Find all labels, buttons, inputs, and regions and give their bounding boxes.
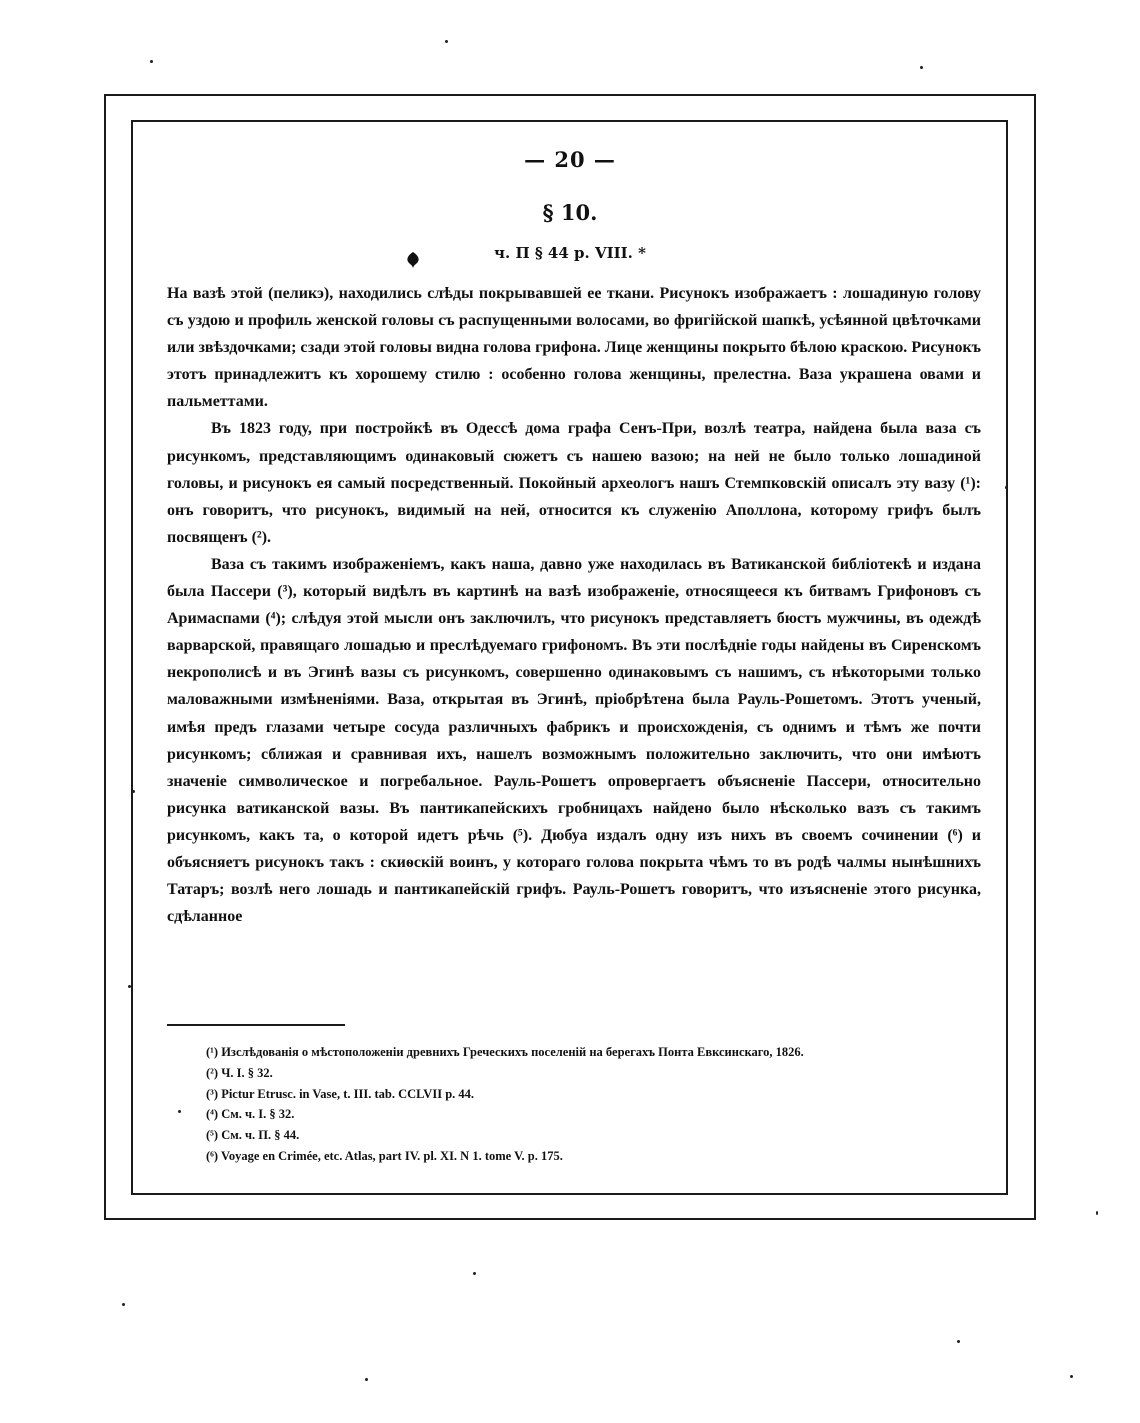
footnote-rule	[167, 1024, 345, 1026]
paragraph-2: Въ 1823 году, при постройкѣ въ Одессѣ дома графа Сенъ-При, возлѣ театра, найдена была ваза съ рисункомъ, представляющимъ одинаковый сюжетъ съ нашею вазою; на ней не было только лошадиной головы, и рисунокъ ея самый посредственный. Покойный археологъ нашъ Стемпковскій описалъ эту вазу (¹): онъ говоритъ, что рисунокъ, видимый на ней, относится къ служенію Аполлона, которому грифъ былъ посвященъ (²).	[167, 420, 981, 546]
footnotes	[206, 1042, 966, 1167]
scan-speck	[920, 66, 923, 69]
scan-speck	[122, 1303, 125, 1306]
paragraph-3: Ваза съ такимъ изображеніемъ, какъ наша, давно уже находилась въ Ватиканской библіотекѣ и издана была Пассери (³), который видѣлъ въ картинѣ на вазѣ изображеніе, относящееся къ битвамъ Грифоновъ съ Аримаспами (⁴); слѣдуя этой мысли онъ заключилъ, что рисунокъ представляетъ бюстъ мужчины, въ одеждѣ варварской, правящаго лошадью и преслѣдуемаго грифономъ. Въ эти послѣдніе годы найдены въ Сиренскомъ некрополисѣ и въ Эгинѣ вазы съ рисункомъ, совершенно одинаковымъ съ нашимъ, съ нѣкоторыми только маловажными измѣненіями. Ваза, открытая въ Эгинѣ, пріобрѣтена была Рауль-Рошетомъ. Этотъ ученый, имѣя предъ глазами четыре сосуда различныхъ фабрикъ и происхожденія, съ однимъ и тѣмъ же почти рисункомъ; сближая и сравнивая ихъ, нашелъ возможнымъ положительно заключить, что они имѣютъ значеніе символическое и погребальное. Рауль-Рошетъ опровергаетъ объясненіе Пассери, относительно рисунка ватиканской вазы. Въ пантикапейскихъ гробницахъ найдено было нѣсколько вазъ съ такимъ рисункомъ, какъ та, о которой идетъ рѣчь (⁵). Дюбуа издалъ одну изъ нихъ въ своемъ сочинении (⁶) и объясняетъ рисунокъ такъ : скиѳскій воинъ, у котораго голова покрыта чѣмъ то въ родѣ чалмы нынѣшнихъ Татаръ; возлѣ него лошадь и пантикапейскій грифъ. Рауль-Рошетъ говоритъ, что изъясненіе этого рисунка, сдѣланное	[167, 555, 981, 926]
footnote-6: (⁶) Voyage en Crimée, etc. Atlas, part IV. pl. XI. N 1. tome V. p. 175.	[206, 1148, 563, 1163]
scan-speck	[957, 1340, 960, 1343]
scan-speck	[473, 1272, 476, 1275]
paragraph-1: На вазѣ этой (пеликэ), находились слѣды покрывавшей ее ткани. Рисунокъ изображаетъ : лошадиную голову съ уздою и профиль женской головы съ распущенными волосами, во фригійской шапкѣ, усѣянной цвѣточками или звѣздочками; сзади этой головы видна голова грифона. Лице женщины покрыто бѣлою краскою. Рисунокъ этотъ принадлежитъ къ хорошему стилю : особенно голова женщины, прелестна. Ваза украшена овами и пальметтами.	[167, 285, 981, 411]
scan-speck	[128, 985, 131, 988]
scan-speck	[132, 790, 135, 793]
section-title: § 10.	[542, 200, 598, 225]
scan-speck	[178, 1110, 181, 1113]
scan-speck	[365, 1378, 368, 1381]
main-text	[167, 280, 981, 930]
page-number: — 20 —	[524, 147, 616, 172]
footnote-3: (³) Pictur Etrusc. in Vase, t. III. tab. CCLVII p. 44.	[206, 1086, 475, 1101]
scan-speck	[1096, 1211, 1098, 1215]
footnote-2: (²) Ч. I. § 32.	[206, 1065, 273, 1080]
footnote-4: (⁴) См. ч. I. § 32.	[206, 1107, 295, 1122]
section-reference: ч. П § 44 р. VIII. *	[494, 244, 646, 262]
scan-speck	[1070, 1375, 1073, 1378]
footnote-1: (¹) Изслѣдованія о мѣстоположеніи древнихъ Греческихъ поселеній на берегахъ Понта Евксинскаго, 1826.	[206, 1045, 804, 1059]
scan-speck	[445, 40, 448, 43]
scan-speck	[150, 60, 153, 63]
scan-speck	[1005, 486, 1007, 489]
footnote-5: (⁵) См. ч. П. § 44.	[206, 1128, 300, 1143]
